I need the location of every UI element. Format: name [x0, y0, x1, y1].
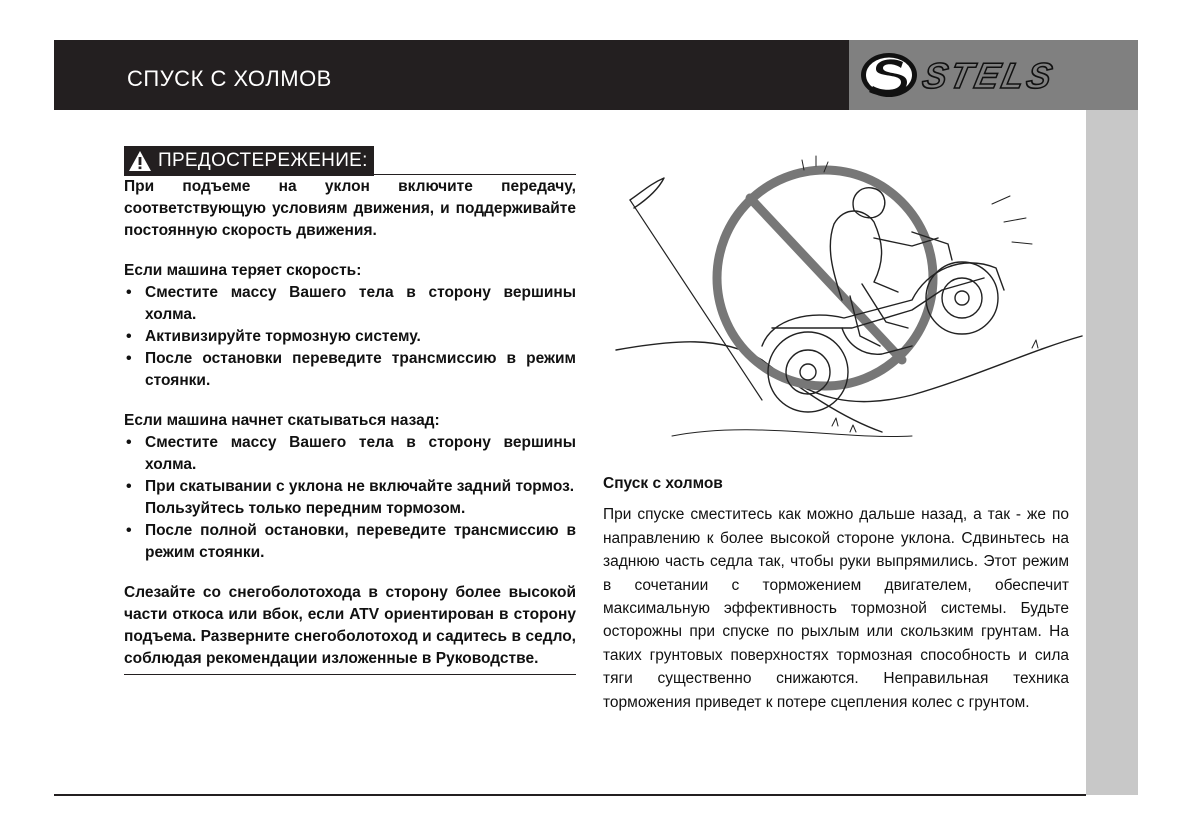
- descent-body: При спуске сместитесь как можно дальше назад, а так - же по направлению к более высокой стороне уклона. Сдвиньтесь на заднюю часть седла так, чтобы руки выпрямились. Этот режим в сочетании с торможением двигателем, обеспечит максимальную эффективность тормозной системы. Будьте осторожны при спуске по рыхлым или скользким грунтам. На таких грунтовых поверхностях тормозная способность и сила тяги существенно снижаются. Неправильная техника торможения приведет к потере сцепления колес с грунтом.: [603, 506, 1069, 711]
- bottom-divider: [54, 794, 1086, 796]
- list-item: • После полной остановки, переведите трансмиссию в режим стоянки.: [124, 520, 576, 564]
- warning-heading-rule: [374, 174, 576, 175]
- rollback-title: Если машина начнет скатываться назад:: [124, 412, 440, 429]
- list-item: • После остановки переведите трансмиссию в режим стоянки.: [124, 348, 576, 392]
- speed-loss-list: [124, 282, 576, 392]
- rollback-note: Пользуйтесь только передним тормозом.: [145, 500, 466, 517]
- descent-title: Спуск с холмов: [603, 475, 723, 492]
- list-item: • Сместите массу Вашего тела в сторону вершины холма.: [124, 282, 576, 326]
- list-item: • Сместите массу Вашего тела в сторону вершины холма.: [124, 432, 576, 476]
- brand-wordmark: STELS: [919, 55, 1059, 96]
- warning-badge: [124, 146, 374, 176]
- page-title: СПУСК С ХОЛМОВ: [127, 66, 332, 91]
- side-tab-strip: [1086, 110, 1138, 795]
- rollback-list-end: [124, 520, 576, 564]
- list-item: • При скатывании с уклона не включайте задний тормоз.: [124, 476, 576, 498]
- list-item: • Активизируйте тормозную систему.: [124, 326, 576, 348]
- stels-logo: [849, 40, 1138, 110]
- descent-section: [603, 472, 1069, 714]
- warning-heading: ПРЕДОСТЕРЕЖЕНИЕ:: [158, 150, 368, 171]
- warning-end-rule: [124, 674, 576, 675]
- warning-intro: При подъеме на уклон включите передачу, соответствующую условиям движения, и поддерживайте постоянную скорость движения.: [124, 178, 576, 239]
- warning-section: [124, 142, 576, 675]
- closing-paragraph: Слезайте со снегоболотохода в сторону более высокой части откоса или вбок, если ATV ориентирован в сторону подъема. Разверните снегоболотоход и садитесь в седло, соблюдая рекомендации изложенные в Руководстве.: [124, 584, 576, 667]
- atv-descent-illustration: [612, 150, 1086, 450]
- warning-heading-row: [124, 142, 576, 176]
- speed-loss-title: Если машина теряет скорость:: [124, 262, 362, 279]
- rollback-list: [124, 432, 576, 498]
- warning-triangle-icon: [128, 150, 152, 172]
- brand-logo-area: [849, 40, 1138, 110]
